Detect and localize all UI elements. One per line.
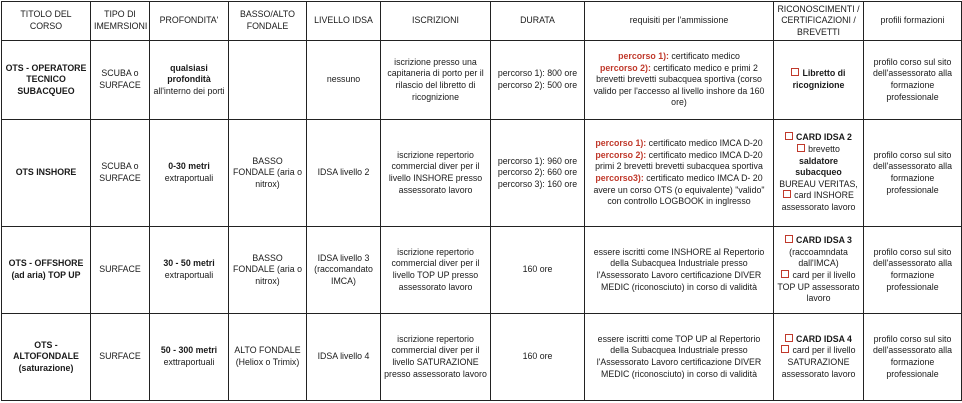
duration-line: percorso 2): 660 ore	[497, 167, 578, 178]
checkbox-icon	[785, 235, 793, 243]
duration-line: percorso 3): 160 ore	[497, 178, 578, 189]
checkbox-icon	[797, 144, 805, 152]
checkbox-icon	[785, 132, 793, 140]
cert-detail: BUREAU VERITAS,	[779, 178, 858, 189]
course-title: OTS - OPERATORE TECNICO SUBACQUEO	[2, 41, 91, 120]
route-label: percorso 1):	[618, 51, 669, 62]
certifications	[774, 227, 864, 314]
depth-range: 50 - 300 metri	[160, 345, 218, 356]
checkbox-icon	[781, 345, 789, 353]
cert-detail: card per il livello SATURAZIONE assessorato lavoro	[781, 345, 856, 379]
cert-name: Libretto di ricognizione	[792, 68, 846, 90]
courses-table	[1, 1, 962, 401]
duration: 160 ore	[491, 227, 585, 314]
depth-range: 30 - 50 metri	[163, 258, 215, 269]
header-durata: DURATA	[491, 2, 585, 41]
idsa-level: IDSA livello 2	[307, 120, 381, 227]
checkbox-icon	[791, 68, 799, 76]
training-profile: profilo corso sul sito dell'assessorato alla formazione professionale	[864, 227, 962, 314]
route-text: certificato medico IMCA D- 20 avere un corso OTS (o equivalente) "valido" con controllo LOGBOOK in inglresso	[593, 173, 765, 207]
duration	[491, 41, 585, 120]
depth-note: exttraportuali	[163, 357, 215, 367]
fondale	[229, 41, 307, 120]
certifications	[774, 41, 864, 120]
header-profili: profili formazioni	[864, 2, 962, 41]
route-label: percorso3):	[595, 173, 644, 183]
immersion-type: SCUBA o SURFACE	[91, 120, 150, 227]
header-riconoscimenti: RICONOSCIMENTI / CERTIFICAZIONI / BREVETTI	[774, 2, 864, 41]
immersion-type: SURFACE	[91, 314, 150, 401]
course-title: OTS - OFFSHORE (ad aria) TOP UP	[2, 227, 91, 314]
header-iscrizioni: ISCRIZIONI	[381, 2, 491, 41]
requirements	[585, 120, 774, 227]
header-fondale: BASSO/ALTO FONDALE	[229, 2, 307, 41]
training-profile: profilo corso sul sito dell'assessorato alla formazione professionale	[864, 41, 962, 120]
table-row	[2, 41, 962, 120]
checkbox-icon	[783, 190, 791, 198]
cert-detail: card per il livello TOP UP assessorato lavoro	[777, 270, 860, 304]
header-titolo: TITOLO DEL CORSO	[2, 2, 91, 41]
idsa-level: nessuno	[307, 41, 381, 120]
route-label: percorso 1):	[595, 138, 647, 149]
route-text: certificato medico IMCA D-20	[646, 138, 763, 149]
depth-note: all'interno dei porti	[153, 85, 225, 96]
header-profondita: PROFONDITA'	[150, 2, 229, 41]
fondale: BASSO FONDALE (aria o nitrox)	[229, 227, 307, 314]
idsa-level: IDSA livello 4	[307, 314, 381, 401]
table-row	[2, 227, 962, 314]
certifications	[774, 120, 864, 227]
requirements: essere iscritti come TOP UP al Repertorio della Subacquea Industriale presso l'Assessorato Lavoro certificazione DIVER MEDIC (riconosciuto) in corso di validità	[585, 314, 774, 401]
checkbox-icon	[781, 270, 789, 278]
header-requisiti: requisiti per l'ammissione	[585, 2, 774, 41]
duration: 160 ore	[491, 314, 585, 401]
fondale: BASSO FONDALE (aria o nitrox)	[229, 120, 307, 227]
immersion-type: SCUBA o SURFACE	[91, 41, 150, 120]
duration-line: percorso 2): 500 ore	[497, 80, 578, 90]
registration: iscrizione repertorio commercial diver per il livello SATURAZIONE presso assessorato lavoro	[381, 314, 491, 401]
depth-range: qualsiasi profondità	[167, 62, 211, 85]
depth-note: extraportuali	[164, 173, 214, 183]
route-label: percorso 2):	[600, 62, 651, 73]
cert-detail: card INSHORE assessorato lavoro	[781, 190, 856, 212]
cert-name: CARD IDSA 3	[796, 235, 852, 246]
cert-name: CARD IDSA 4	[796, 333, 852, 344]
certifications	[774, 314, 864, 401]
depth-range: 0-30 metri	[168, 161, 210, 172]
requirements: essere iscritti come INSHORE al Repertorio della Subacquea Industriale presso l'Assessorato Lavoro certificazione DIVER MEDIC (riconosciuto) in corso di validità	[585, 227, 774, 314]
checkbox-icon	[785, 334, 793, 342]
requirements	[585, 41, 774, 120]
depth	[150, 314, 229, 401]
table-row	[2, 314, 962, 401]
header-row	[2, 2, 962, 41]
immersion-type: SURFACE	[91, 227, 150, 314]
fondale: ALTO FONDALE (Heliox o Trimix)	[229, 314, 307, 401]
table-row	[2, 120, 962, 227]
route-text: certificato medico	[668, 51, 740, 62]
idsa-level: IDSA livello 3 (raccomandato IMCA)	[307, 227, 381, 314]
registration: iscrizione repertorio commercial diver per il livello TOP UP presso assessorato lavoro	[381, 227, 491, 314]
depth	[150, 227, 229, 314]
training-profile: profilo corso sul sito dell'assessorato alla formazione professionale	[864, 314, 962, 401]
route-text: certificato medico IMCA D-20 primi 2 brevetti brevetti subacquea sportiva	[595, 149, 763, 172]
header-livello: LIVELLO IDSA	[307, 2, 381, 41]
duration	[491, 120, 585, 227]
cert-name: CARD IDSA 2	[796, 132, 852, 143]
depth	[150, 41, 229, 120]
route-label: percorso 2):	[595, 149, 647, 160]
course-title: OTS - ALTOFONDALE (saturazione)	[2, 314, 91, 401]
cert-prefix: brevetto	[808, 144, 840, 155]
registration: iscrizione repertorio commercial diver per il livello INSHORE presso assessorato lavoro	[381, 120, 491, 227]
duration-line: percorso 1): 800 ore	[497, 68, 578, 79]
depth-note: extraportuali	[164, 270, 214, 280]
depth	[150, 120, 229, 227]
training-profile: profilo corso sul sito dell'assessorato alla formazione professionale	[864, 120, 962, 227]
cert-detail: (raccoamndata dall'IMCA)	[789, 246, 848, 269]
cert-name: saldatore subacqueo	[795, 155, 842, 178]
registration: iscrizione presso una capitaneria di porto per il rilascio del libretto di ricognizione	[381, 41, 491, 120]
route-text: certificato medico e primi 2 brevetti brevetti subacquea sportiva (corso valido per l'accesso al livello inshore da 160 ore)	[593, 62, 765, 108]
course-title: OTS INSHORE	[2, 120, 91, 227]
duration-line: percorso 1): 960 ore	[497, 155, 578, 166]
header-tipo: TIPO DI IMEMRSIONI	[91, 2, 150, 41]
